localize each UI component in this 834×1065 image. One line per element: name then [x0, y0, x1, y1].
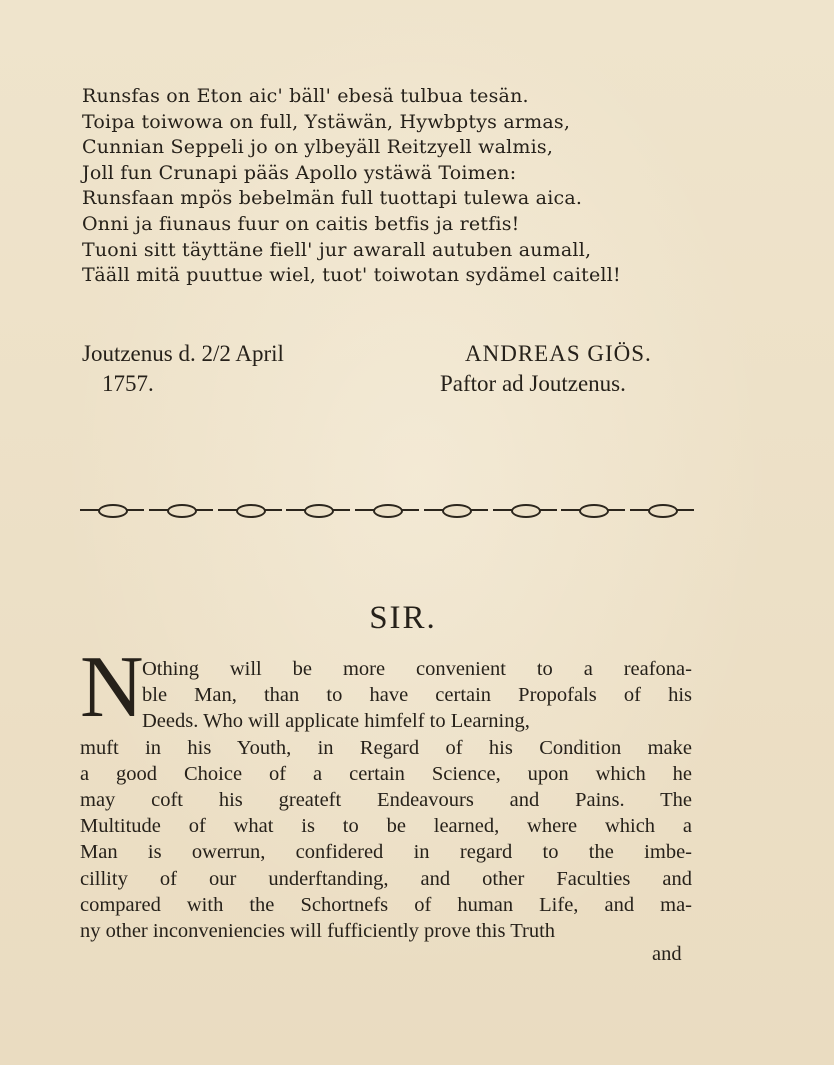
- drop-cap-letter: N: [80, 639, 144, 736]
- ornament-unit: [286, 503, 350, 517]
- prose-line: Deeds. Who will applicate himfelf to Learning,: [142, 710, 530, 733]
- finnish-poem: [82, 84, 722, 289]
- prose-line: a good Choice of a certain Science, upon which he: [80, 762, 692, 785]
- catchword: and: [652, 943, 682, 965]
- poem-line: Cunnian Seppeli jo on ylbeyäll Reitzyell walmis,: [82, 136, 554, 159]
- english-prose-paragraph: [80, 656, 692, 944]
- prose-line: Othing will be more convenient to a reafona-: [142, 658, 692, 680]
- poem-line: Runsfaan mpös bebelmän full tuottapi tulewa aica.: [82, 187, 583, 210]
- prose-line: Man is owerrun, confidered in regard to the imbe-: [80, 841, 692, 864]
- poem-line: Tuoni sitt täyttäne fiell' jur awarall autuben aumall,: [82, 238, 592, 261]
- signature-place-date: Joutzenus d. 2/2 April: [82, 341, 284, 366]
- section-heading: SIR.: [369, 600, 437, 636]
- prose-line: muft in his Youth, in Regard of his Condition make: [80, 736, 692, 759]
- prose-line: ble Man, than to have certain Propofals of his: [142, 684, 692, 707]
- ornament-unit: [561, 503, 625, 517]
- ornament-unit: [355, 503, 419, 517]
- signature-author-name: ANDREAS GIÖS.: [465, 341, 652, 366]
- poem-line: Tääll mitä puuttue wiel, tuot' toiwotan sydämel caitell!: [82, 264, 621, 287]
- poem-line: Runsfas on Eton aic' bäll' ebesä tulbua tesän.: [82, 85, 529, 107]
- prose-line: cillity of our underftanding, and other Faculties and: [80, 867, 692, 890]
- ornament-unit: [630, 503, 694, 517]
- ornament-unit: [424, 503, 488, 517]
- poem-line: Toipa toiwowa on full, Ystäwän, Hywbptys armas,: [82, 110, 571, 133]
- prose-line: Multitude of what is to be learned, where which a: [80, 815, 692, 838]
- ornament-unit: [80, 503, 144, 517]
- signature-year: 1757.: [102, 371, 154, 396]
- poem-line: Joll fun Crunapi pääs Apollo ystäwä Toimen:: [82, 161, 517, 184]
- prose-line: may coft his greateft Endeavours and Pains. The: [80, 788, 692, 811]
- prose-line: ny other inconveniencies will fufficiently prove this Truth: [80, 919, 556, 942]
- poem-line: Onni ja fiunaus fuur on caitis betfis ja retfis!: [82, 212, 520, 235]
- ornament-unit: [493, 503, 557, 517]
- ornament-unit: [218, 503, 282, 517]
- signature-author-title: Paftor ad Joutzenus.: [440, 371, 626, 396]
- ornament-unit: [149, 503, 213, 517]
- decorative-ornament-rule: [80, 500, 694, 520]
- prose-line: compared with the Schortnefs of human Life, and ma-: [80, 893, 692, 916]
